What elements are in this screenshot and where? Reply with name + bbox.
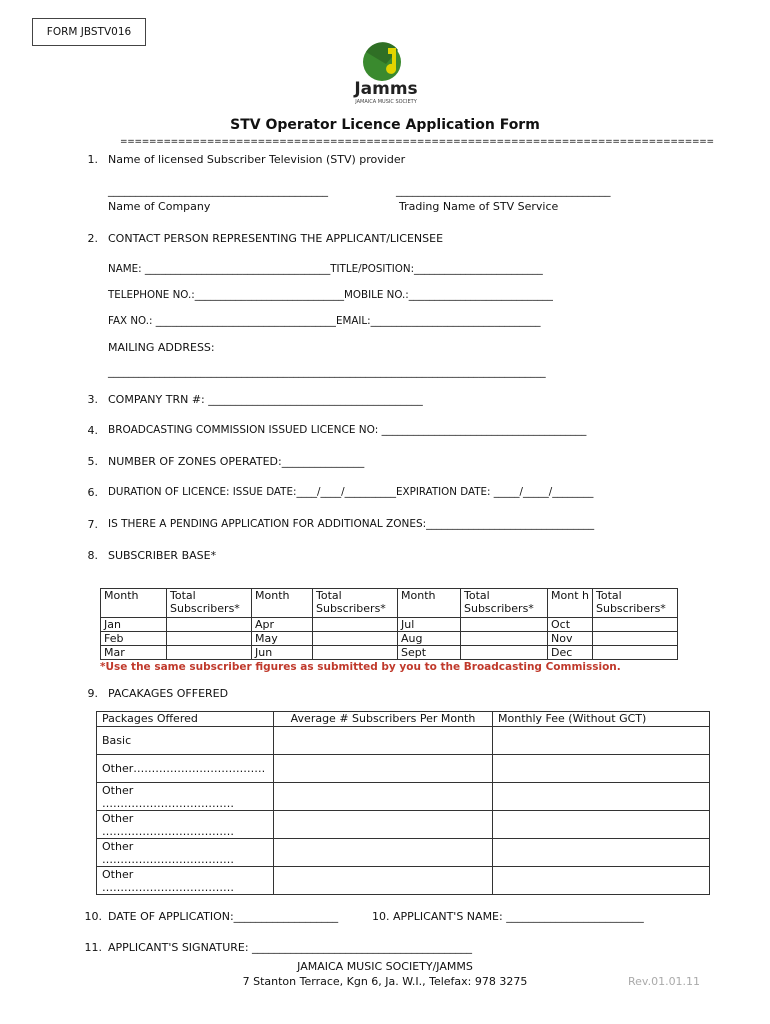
- name-title-fields[interactable]: NAME: ____________________________________TITLE/POSITION:_________________________: [108, 263, 543, 275]
- month-cell: Jun: [252, 646, 313, 660]
- subscriber-count-cell[interactable]: [313, 646, 398, 660]
- applicant-signature-field[interactable]: APPLICANT'S SIGNATURE: ________________________________________: [108, 941, 473, 954]
- package-name-cell[interactable]: Other ………………………………: [97, 811, 274, 839]
- item-number: 6.: [87, 486, 98, 499]
- date-of-application-field[interactable]: DATE OF APPLICATION:___________________: [108, 910, 339, 923]
- avg-subscribers-cell[interactable]: [274, 839, 493, 867]
- month-cell: Oct: [548, 618, 593, 632]
- licence-no-field[interactable]: BROADCASTING COMMISSION ISSUED LICENCE NO: _______________________________________: [108, 424, 587, 436]
- subscriber-count-cell[interactable]: [461, 646, 548, 660]
- item-number: 8.: [87, 549, 98, 562]
- zones-operated-field[interactable]: NUMBER OF ZONES OPERATED:_______________: [108, 455, 365, 468]
- table-row: [97, 727, 710, 755]
- item-number: 11.: [84, 941, 102, 954]
- subscriber-count-cell[interactable]: [461, 632, 548, 646]
- subscriber-count-cell[interactable]: [593, 618, 678, 632]
- licence-duration-field[interactable]: DURATION OF LICENCE: ISSUE DATE:____/____/__________EXPIRATION DATE: _____/_____/________: [108, 486, 594, 498]
- month-cell: Dec: [548, 646, 593, 660]
- telephone-mobile-fields[interactable]: TELEPHONE NO.:_____________________________MOBILE NO.:____________________________: [108, 289, 553, 301]
- item-number: 2.: [87, 232, 98, 245]
- column-header: Month: [398, 589, 461, 618]
- q1-text: Name of licensed Subscriber Television (STV) provider: [108, 153, 406, 166]
- package-name-cell[interactable]: Other ………………………………: [97, 839, 274, 867]
- fax-email-fields[interactable]: FAX NO.: ___________________________________EMAIL:_________________________________: [108, 315, 541, 327]
- avg-subscribers-cell[interactable]: [274, 783, 493, 811]
- separator-line: ==================================================================================: [120, 137, 714, 147]
- month-cell: Jul: [398, 618, 461, 632]
- column-header: Month: [252, 589, 313, 618]
- monthly-fee-cell[interactable]: [493, 755, 710, 783]
- table-row: [97, 783, 710, 811]
- table-row: [97, 839, 710, 867]
- column-header: Monthly Fee (Without GCT): [493, 712, 710, 727]
- item-number: 7.: [87, 518, 98, 531]
- packages-table: [96, 711, 710, 895]
- table-row: [97, 867, 710, 895]
- column-header: Packages Offered: [97, 712, 274, 727]
- subscriber-count-cell[interactable]: [167, 618, 252, 632]
- package-name-cell[interactable]: Other ………………………………: [97, 783, 274, 811]
- monthly-fee-cell[interactable]: [493, 867, 710, 895]
- subscriber-count-cell[interactable]: [167, 646, 252, 660]
- month-cell: Mar: [101, 646, 167, 660]
- table-header-row: [101, 589, 678, 618]
- footer-organization: JAMAICA MUSIC SOCIETY/JAMMS: [297, 960, 473, 973]
- column-header: Mont h: [548, 589, 593, 618]
- item-number: 5.: [87, 455, 98, 468]
- footer-address: 7 Stanton Terrace, Kgn 6, Ja. W.I., Telefax: 978 3275: [242, 975, 528, 988]
- jamms-logo: [336, 42, 436, 106]
- item-number: 10.: [84, 910, 102, 923]
- column-header: Total Subscribers*: [167, 589, 252, 618]
- avg-subscribers-cell[interactable]: [274, 755, 493, 783]
- subscriber-base-table: [100, 588, 678, 660]
- q9-text: PACAKAGES OFFERED: [108, 687, 229, 700]
- table-header-row: [97, 712, 710, 727]
- q8-text: SUBSCRIBER BASE*: [108, 549, 217, 562]
- month-cell: Aug: [398, 632, 461, 646]
- item-number: 4.: [87, 424, 98, 437]
- column-header: Total Subscribers*: [461, 589, 548, 618]
- pending-application-field[interactable]: IS THERE A PENDING APPLICATION FOR ADDITIONAL ZONES:________________________________: [108, 518, 595, 530]
- package-name-cell[interactable]: Other ………………………………: [97, 867, 274, 895]
- month-cell: Feb: [101, 632, 167, 646]
- month-cell: May: [252, 632, 313, 646]
- subscriber-count-cell[interactable]: [593, 646, 678, 660]
- revision-number: Rev.01.01.11: [628, 975, 701, 988]
- column-header: Average # Subscribers Per Month: [274, 712, 493, 727]
- table-row: [97, 755, 710, 783]
- subscriber-count-cell[interactable]: [167, 632, 252, 646]
- company-name-label: Name of Company: [108, 200, 211, 213]
- table-row: [101, 618, 678, 632]
- trading-name-line[interactable]: _______________________________________: [396, 184, 611, 197]
- applicant-name-field[interactable]: 10. APPLICANT'S NAME: _________________________: [372, 910, 644, 923]
- monthly-fee-cell[interactable]: [493, 727, 710, 755]
- form-code: FORM JBSTV016: [32, 18, 146, 46]
- subscriber-note: *Use the same subscriber figures as submitted by you to the Broadcasting Commission.: [100, 661, 621, 673]
- package-name-cell[interactable]: Other………………………………: [97, 755, 274, 783]
- month-cell: Sept: [398, 646, 461, 660]
- svg-text:Jamms: Jamms: [354, 79, 418, 99]
- svg-text:JAMAICA MUSIC SOCIETY: JAMAICA MUSIC SOCIETY: [355, 99, 417, 105]
- mailing-address-label: MAILING ADDRESS:: [108, 341, 215, 354]
- subscriber-count-cell[interactable]: [313, 618, 398, 632]
- month-cell: Apr: [252, 618, 313, 632]
- avg-subscribers-cell[interactable]: [274, 727, 493, 755]
- subscriber-count-cell[interactable]: [313, 632, 398, 646]
- form-title: STV Operator Licence Application Form: [230, 117, 540, 133]
- q2-text: CONTACT PERSON REPRESENTING THE APPLICANT/LICENSEE: [108, 232, 444, 245]
- subscriber-count-cell[interactable]: [461, 618, 548, 632]
- company-trn-field[interactable]: COMPANY TRN #: _______________________________________: [108, 393, 423, 406]
- monthly-fee-cell[interactable]: [493, 783, 710, 811]
- company-name-line[interactable]: ________________________________________: [108, 184, 328, 197]
- table-row: [101, 632, 678, 646]
- item-number: 9.: [87, 687, 98, 700]
- mailing-address-line[interactable]: _____________________________________________________________________________________: [108, 366, 546, 378]
- item-number: 3.: [87, 393, 98, 406]
- avg-subscribers-cell[interactable]: [274, 811, 493, 839]
- column-header: Month: [101, 589, 167, 618]
- item-number: 1.: [87, 153, 98, 166]
- trading-name-label: Trading Name of STV Service: [399, 200, 559, 213]
- column-header: Total Subscribers*: [313, 589, 398, 618]
- subscriber-count-cell[interactable]: [593, 632, 678, 646]
- avg-subscribers-cell[interactable]: [274, 867, 493, 895]
- month-cell: Jan: [101, 618, 167, 632]
- package-name-cell: Basic: [97, 727, 274, 755]
- monthly-fee-cell[interactable]: [493, 839, 710, 867]
- monthly-fee-cell[interactable]: [493, 811, 710, 839]
- column-header: Total Subscribers*: [593, 589, 678, 618]
- table-row: [101, 646, 678, 660]
- table-row: [97, 811, 710, 839]
- month-cell: Nov: [548, 632, 593, 646]
